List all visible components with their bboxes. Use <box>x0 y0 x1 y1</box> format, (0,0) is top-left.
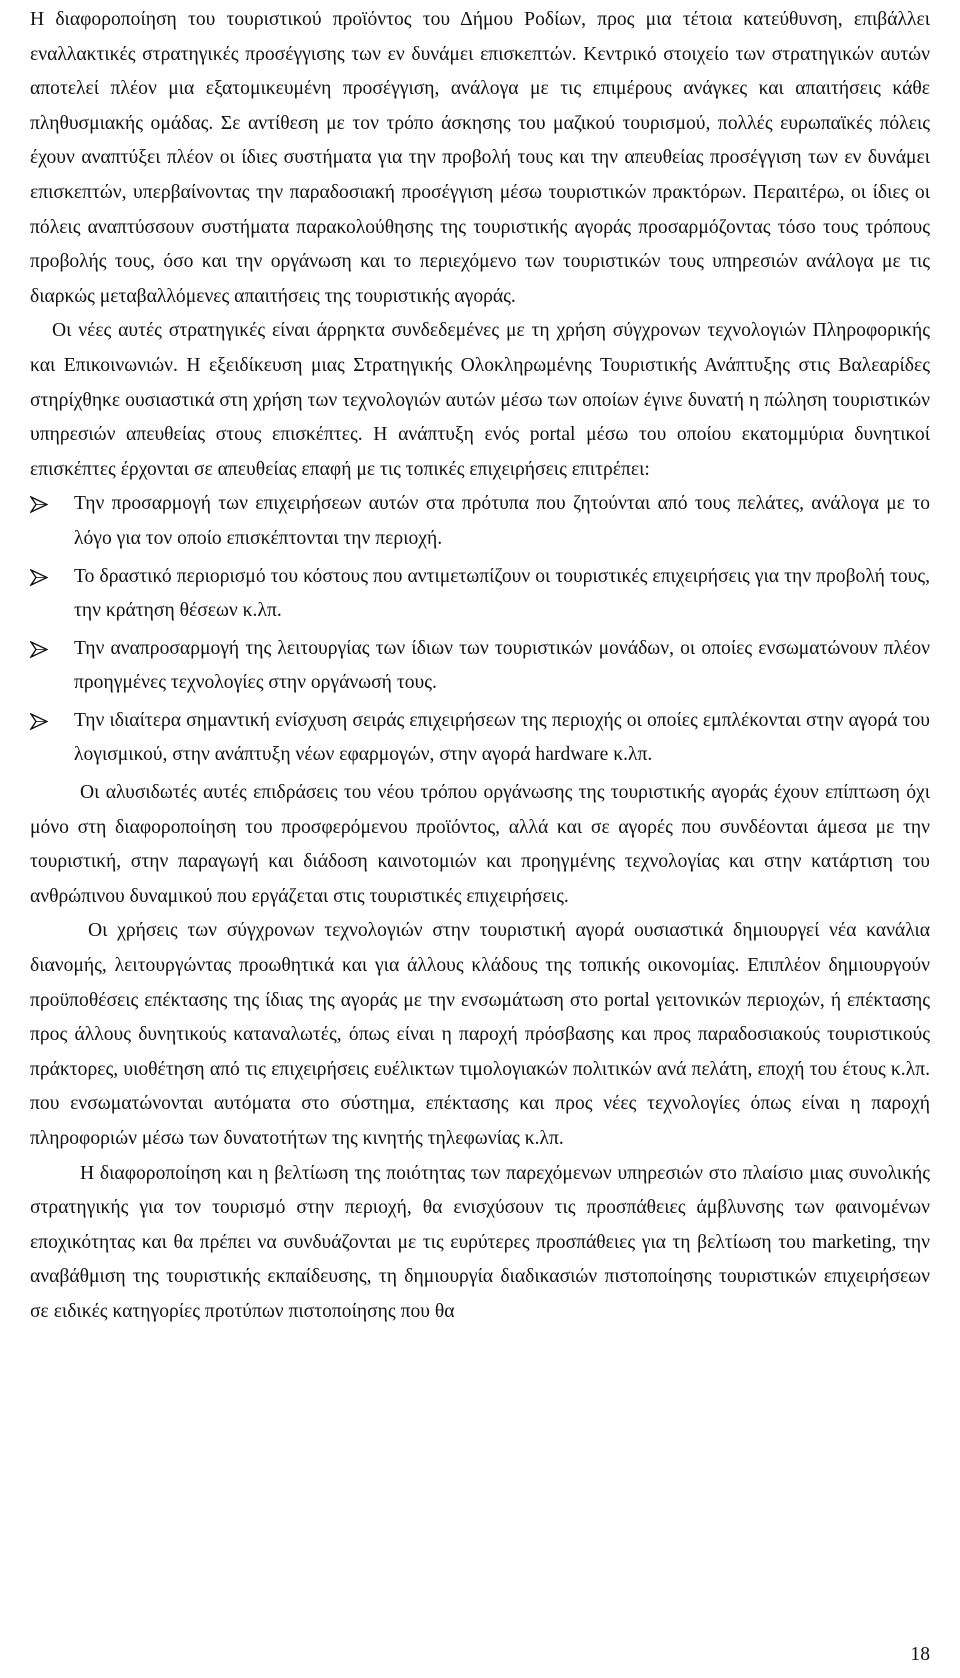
list-item-text: Την ιδιαίτερα σημαντική ενίσχυση σειράς επιχειρήσεων της περιοχής οι οποίες εμπλέκονται στην αγορά του λογισμικού, στην ανάπτυξη νέων εφαρμογών, στην αγορά hardware κ.λπ. <box>74 709 930 766</box>
arrowhead-bullet-icon <box>30 713 48 730</box>
list-item <box>30 487 930 556</box>
benefits-list <box>30 487 930 773</box>
page-number: 18 <box>910 1644 930 1665</box>
paragraph-chain-effects: Οι αλυσιδωτές αυτές επιδράσεις του νέου τρόπου οργάνωσης της τουριστικής αγοράς έχουν επίπτωση όχι μόνο στη διαφοροποίηση του προσφερόμενου προϊόντος, αλλά και σε αγορές που συνδέονται άμεσα με την τουριστική, στην παραγωγή και διάδοση καινοτομιών και προηγμένης τεχνολογίας και στην κατάρτιση του ανθρώπινου δυναμικού που εργάζεται στις τουριστικές επιχειρήσεις. <box>30 782 930 907</box>
list-item <box>30 560 930 629</box>
paragraph-quality-improvement: Η διαφοροποίηση και η βελτίωση της ποιότητας των παρεχόμενων υπηρεσιών στο πλαίσιο μιας συνολικής στρατηγικής για τον τουρισμό στην περιοχή, θα ενισχύσουν τις προσπάθειες άμβλυνσης των φαινομένων εποχικότητας και θα πρέπει να συνδυάζονται με τις ευρύτερες προσπάθειες για τη βελτίωση του marketing, την αναβάθμιση της τουριστικής εκπαίδευσης, τη δημιουργία διαδικασιών πιστοποίησης τουριστικών επιχειρήσεων σε ειδικές κατηγορίες προτύπων πιστοποίησης που θα <box>30 1162 930 1322</box>
paragraph-technology-uses: Οι χρήσεις των σύγχρονων τεχνολογιών στην τουριστική αγορά ουσιαστικά δημιουργεί νέα κανάλια διανομής, λειτουργώντας προωθητικά και για άλλους κλάδους της τοπικής οικονομίας. Επιπλέον δημιουργούν προϋποθέσεις επέκτασης της ίδιας της αγοράς με την ενσωμάτωση στο portal γειτονικών περιοχών, ή επέκτασης προς άλλους δυνητικούς καταναλωτές, όπως είναι η παροχή πρόσβασης και προς παραδοσιακούς τουριστικούς πράκτορες, υιοθέτηση από τις επιχειρήσεις ευέλικτων τιμολογιακών πολιτικών ανά πελάτη, εποχή του έτους κ.λπ. που ενσωματώνονται αυτόματα στο σύστημα, επέκτασης και προς νέες τεχνολογίες όπως είναι η παροχή πληροφοριών μέσω των δυνατοτήτων της κινητής τηλεφωνίας κ.λπ. <box>30 920 930 1149</box>
list-item <box>30 632 930 701</box>
arrowhead-bullet-icon <box>30 569 48 586</box>
paragraph-new-strategies: Οι νέες αυτές στρατηγικές είναι άρρηκτα συνδεδεμένες με τη χρήση σύγχρονων τεχνολογιών Πληροφορικής και Επικοινωνιών. Η εξειδίκευση μιας Στρατηγικής Ολοκληρωμένης Τουριστικής Ανάπτυξης στις Βαλεαρίδες στηρίχθηκε ουσιαστικά στη χρήση των τεχνολογιών αυτών μέσω των οποίων έγινε δυνατή η πώληση τουριστικών υπηρεσιών απευθείας στους επισκέπτες. Η ανάπτυξη ενός portal μέσω του οποίου εκατομμύρια δυνητικοί επισκέπτες έρχονται σε απευθείας επαφή με τις τοπικές επιχειρήσεις επιτρέπει: <box>30 320 930 480</box>
list-item-text: Το δραστικό περιορισμό του κόστους που αντιμετωπίζουν οι τουριστικές επιχειρήσεις για την προβολή τους, την κράτηση θέσεων κ.λπ. <box>74 565 930 622</box>
paragraph-tourism-differentiation: Η διαφοροποίηση του τουριστικού προϊόντος του Δήμου Ροδίων, προς μια τέτοια κατεύθυνση, επιβάλλει εναλλακτικές στρατηγικές προσέγγισης των εν δυνάμει επισκεπτών. Κεντρικό στοιχείο των στρατηγικών αυτών αποτελεί πλέον μια εξατομικευμένη προσέγγιση, ανάλογα με τις επιμέρους ανάγκες και απαιτήσεις κάθε πληθυσμιακής ομάδας. Σε αντίθεση με τον τρόπο άσκησης του μαζικού τουρισμού, πολλές ευρωπαϊκές πόλεις έχουν αναπτύξει πλέον οι ίδιες συστήματα για την προβολή τους και την απευθείας προσέγγιση των εν δυνάμει επισκεπτών, υπερβαίνοντας την παραδοσιακή προσέγγιση μέσω τουριστικών πρακτόρων. Περαιτέρω, οι ίδιες οι πόλεις αναπτύσσουν συστήματα παρακολούθησης της τουριστικής αγοράς προσαρμόζοντας τόσο τους τρόπους προβολής τους, όσο και την οργάνωση και το περιεχόμενο των τουριστικών τους υπηρεσιών ανάλογα με τις διαρκώς μεταβαλλόμενες απαιτήσεις της τουριστικής αγοράς. <box>30 9 930 307</box>
arrowhead-bullet-icon <box>30 496 48 513</box>
list-item-text: Την προσαρμογή των επιχειρήσεων αυτών στα πρότυπα που ζητούνται από τους πελάτες, ανάλογα με το λόγο για τον οποίο επισκέπτονται την περιοχή. <box>74 493 930 549</box>
list-item <box>30 704 930 773</box>
arrowhead-bullet-icon <box>30 641 48 658</box>
list-item-text: Την αναπροσαρμογή της λειτουργίας των ίδιων των τουριστικών μονάδων, οι οποίες ενσωματώνουν πλέον προηγμένες τεχνολογίες στην οργάνωσή τους. <box>74 637 930 694</box>
document-page <box>30 3 930 1330</box>
